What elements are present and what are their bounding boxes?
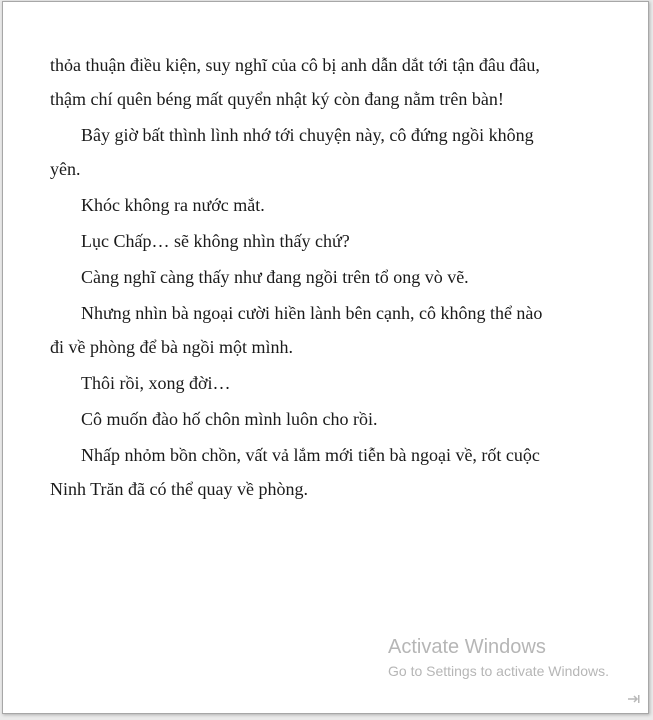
arrow-right-icon: [627, 693, 641, 705]
text-line: Thôi rồi, xong đời…: [81, 373, 231, 393]
text-line: Nhấp nhỏm bồn chồn, vất vả lắm mới tiễn bà ngoại về, rốt cuộc: [81, 445, 540, 465]
watermark-subtitle: Go to Settings to activate Windows.: [388, 663, 609, 679]
text-line: thỏa thuận điều kiện, suy nghĩ của cô bị anh dẫn dắt tới tận đâu đâu,: [50, 55, 540, 75]
text-line: đi về phòng để bà ngồi một mình.: [50, 337, 293, 357]
text-line: Khóc không ra nước mắt.: [81, 195, 265, 215]
text-line: Càng nghĩ càng thấy như đang ngồi trên tổ ong vò vẽ.: [81, 267, 469, 287]
text-line: thậm chí quên béng mất quyển nhật ký còn đang nằm trên bàn!: [50, 89, 504, 109]
text-line: Nhưng nhìn bà ngoại cười hiền lành bên cạnh, cô không thể nào: [81, 303, 543, 323]
text-line: Lục Chấp… sẽ không nhìn thấy chứ?: [81, 231, 350, 251]
document-page: [2, 1, 649, 714]
arrow-right-icon-svg: [627, 693, 641, 705]
watermark-title: Activate Windows: [388, 636, 546, 658]
document-body: [50, 48, 610, 506]
text-line: Bây giờ bất thình lình nhớ tới chuyện này, cô đứng ngồi không: [81, 125, 534, 145]
text-line: yên.: [50, 159, 81, 179]
text-line: Ninh Trăn đã có thể quay về phòng.: [50, 479, 308, 499]
activate-windows-watermark: [388, 634, 609, 682]
text-line: Cô muốn đào hố chôn mình luôn cho rồi.: [81, 409, 378, 429]
